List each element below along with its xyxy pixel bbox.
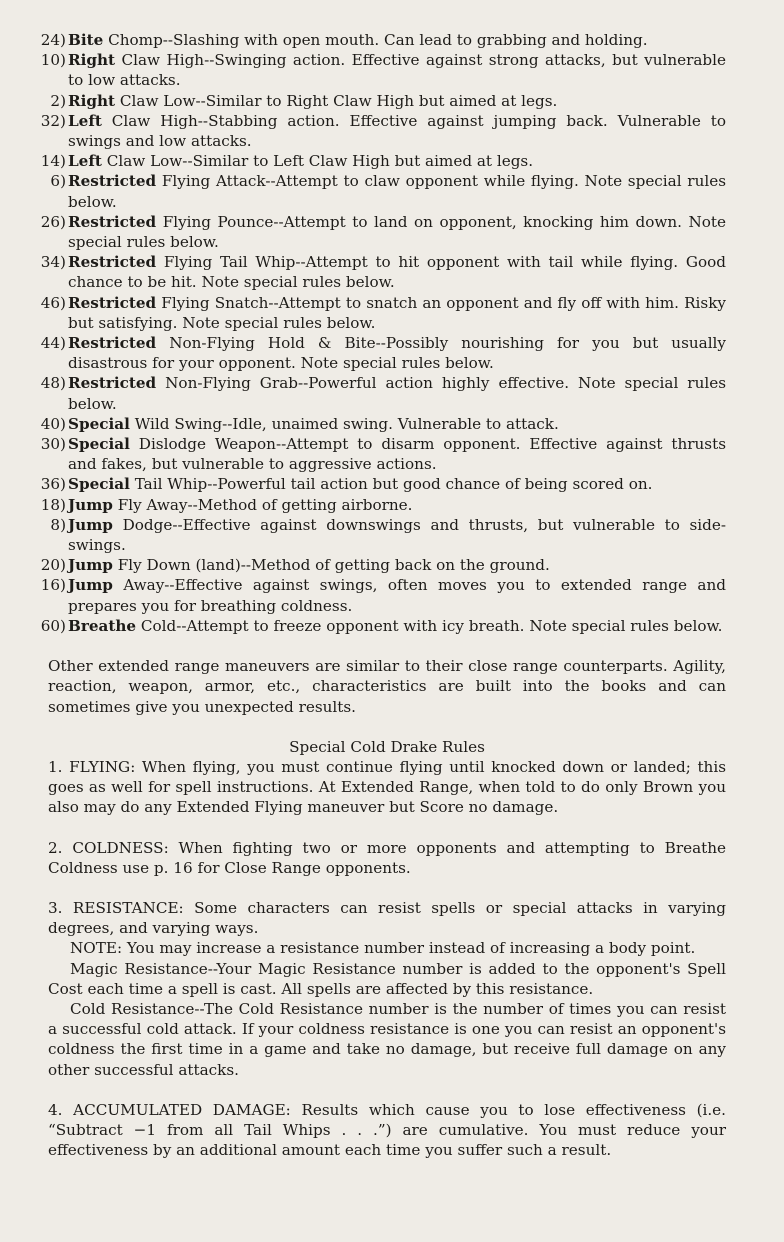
maneuver-item	[40, 575, 726, 615]
maneuver-number: 26)	[40, 212, 66, 231]
maneuver-item	[40, 434, 726, 474]
maneuver-keyword: Jump	[68, 556, 113, 575]
maneuver-description: Claw High--Swinging action. Effective against strong attacks, but vulnerable to low attacks.	[68, 51, 726, 90]
maneuver-keyword: Restricted	[68, 334, 157, 353]
rule-cold-resistance: Cold Resistance--The Cold Resistance number is the number of times you can resist a successful cold attack. If your coldness resistance is one you can resist an opponent's coldness the first time in a game and take no damage, but receive full damage on any other successful attacks.	[48, 999, 726, 1079]
maneuver-description: Non-Flying Grab--Powerful action highly effective. Note special rules below.	[68, 374, 726, 413]
maneuver-keyword: Jump	[68, 576, 113, 595]
maneuver-description: Claw Low--Similar to Right Claw High but aimed at legs.	[115, 91, 558, 110]
maneuver-keyword: Special	[68, 475, 130, 494]
maneuver-item	[40, 414, 726, 434]
maneuver-description: Flying Pounce--Attempt to land on opponent, knocking him down. Note special rules below.	[68, 212, 726, 252]
maneuver-item	[40, 555, 726, 575]
maneuver-keyword: Right	[68, 51, 116, 70]
rules-heading: Special Cold Drake Rules	[289, 737, 485, 756]
maneuver-number: 44)	[40, 334, 66, 353]
maneuver-number: 20)	[40, 556, 66, 575]
maneuver-keyword: Restricted	[68, 253, 157, 272]
maneuver-item	[40, 495, 726, 515]
maneuver-keyword: Jump	[68, 515, 113, 534]
maneuver-number: 2)	[50, 91, 66, 110]
spacer	[48, 878, 726, 898]
maneuver-keyword: Special	[68, 435, 130, 454]
maneuver-description: Tail Whip--Powerful tail action but good chance of being scored on.	[129, 475, 653, 494]
rule-resistance: 3. RESISTANCE: Some characters can resist spells or special attacks in varying degrees, and varying ways.	[48, 898, 726, 938]
spacer	[48, 717, 726, 737]
maneuver-list	[40, 30, 726, 636]
maneuver-number: 30)	[40, 435, 66, 454]
maneuver-description: Flying Snatch--Attempt to snatch an opponent and fly off with him. Risky but satisfying. Note special rules below.	[68, 293, 726, 332]
maneuver-keyword: Restricted	[68, 293, 157, 312]
maneuver-description: Flying Attack--Attempt to claw opponent while flying. Note special rules below.	[68, 172, 726, 211]
rule-coldness: 2. COLDNESS: When fighting two or more opponents and attempting to Breathe Coldness use p. 16 for Close Range opponents.	[48, 838, 726, 877]
maneuver-description: Cold--Attempt to freeze opponent with icy breath. Note special rules below.	[136, 616, 723, 635]
maneuver-item	[40, 50, 726, 90]
maneuver-number: 34)	[40, 253, 66, 272]
maneuver-item	[40, 474, 726, 494]
maneuver-number: 24)	[40, 31, 66, 49]
maneuver-item	[40, 30, 726, 50]
maneuver-number: 48)	[40, 374, 66, 393]
maneuver-keyword: Left	[68, 111, 102, 130]
maneuver-number: 18)	[40, 495, 66, 514]
maneuver-description: Wild Swing--Idle, unaimed swing. Vulnerable to attack.	[129, 414, 559, 433]
maneuver-keyword: Restricted	[68, 172, 157, 191]
rule-accumulated-damage: 4. ACCUMULATED DAMAGE: Results which cause you to lose effectiveness (i.e. “Subtract −1 from all Tail Whips . . .”) are cumulative. You must reduce your effectiveness by an additional amount each time you suffer such a result.	[48, 1100, 726, 1160]
intro-paragraph: Other extended range maneuvers are similar to their close range counterparts. Agility, reaction, weapon, armor, etc., characteristics are built into the books and can sometimes give you unexpected results.	[48, 657, 726, 716]
rule-magic-resistance: Magic Resistance--Your Magic Resistance number is added to the opponent's Spell Cost each time a spell is cast. All spells are affected by this resistance.	[48, 959, 726, 998]
maneuver-item	[48, 91, 726, 111]
maneuver-description: Dodge--Effective against downswings and thrusts, but vulnerable to side-swings.	[68, 515, 726, 555]
maneuver-number: 40)	[40, 414, 66, 433]
maneuver-item	[40, 111, 726, 151]
maneuver-item	[40, 333, 726, 373]
maneuver-description: Away--Effective against swings, often moves you to extended range and prepares you for breathing coldness.	[68, 576, 726, 615]
maneuver-keyword: Jump	[68, 495, 113, 514]
maneuver-item	[40, 212, 726, 252]
maneuver-keyword: Right	[68, 91, 116, 110]
maneuver-item	[40, 151, 726, 171]
maneuver-item	[40, 293, 726, 333]
spacer	[48, 1080, 726, 1100]
spacer	[48, 636, 726, 656]
maneuver-description: Fly Away--Method of getting airborne.	[112, 495, 413, 514]
spacer	[48, 818, 726, 838]
maneuver-number: 8)	[50, 515, 66, 534]
maneuver-description: Flying Tail Whip--Attempt to hit opponent with tail while flying. Good chance to be hit. Note special rules below.	[68, 253, 726, 292]
maneuver-number: 6)	[50, 172, 66, 191]
maneuver-keyword: Bite	[68, 31, 104, 49]
maneuver-item	[48, 515, 726, 555]
maneuver-description: Non-Flying Hold & Bite--Possibly nourishing for you but usually disastrous for your opponent. Note special rules below.	[68, 334, 726, 373]
maneuver-number: 60)	[40, 616, 66, 635]
maneuver-number: 16)	[40, 576, 66, 595]
maneuver-description: Claw High--Stabbing action. Effective against jumping back. Vulnerable to swings and low attacks.	[68, 111, 726, 151]
maneuver-item	[40, 373, 726, 413]
maneuver-keyword: Breathe	[68, 616, 137, 635]
rule-flying: 1. FLYING: When flying, you must continue flying until knocked down or landed; this goes as well for spell instructions. At Extended Range, when told to do only Brown you also may do any Extended Flying maneuver but Score no damage.	[48, 757, 726, 817]
maneuver-item	[40, 252, 726, 292]
maneuver-keyword: Left	[68, 152, 102, 171]
maneuver-description: Fly Down (land)--Method of getting back on the ground.	[112, 556, 550, 575]
maneuver-description: Dislodge Weapon--Attempt to disarm opponent. Effective against thrusts and fakes, but vulnerable to aggressive actions.	[68, 435, 726, 474]
maneuver-number: 32)	[40, 111, 66, 130]
maneuver-item	[48, 171, 726, 211]
rule-resistance-note: NOTE: You may increase a resistance number instead of increasing a body point.	[70, 939, 696, 958]
maneuver-keyword: Restricted	[68, 212, 157, 231]
maneuver-number: 10)	[40, 51, 66, 70]
maneuver-keyword: Restricted	[68, 374, 157, 393]
maneuver-keyword: Special	[68, 414, 130, 433]
maneuver-number: 46)	[40, 293, 66, 312]
maneuver-description: Chomp--Slashing with open mouth. Can lead to grabbing and holding.	[103, 31, 648, 49]
maneuver-item	[40, 616, 726, 636]
maneuver-description: Claw Low--Similar to Left Claw High but aimed at legs.	[101, 152, 534, 171]
maneuver-number: 36)	[40, 475, 66, 494]
maneuver-number: 14)	[40, 152, 66, 171]
